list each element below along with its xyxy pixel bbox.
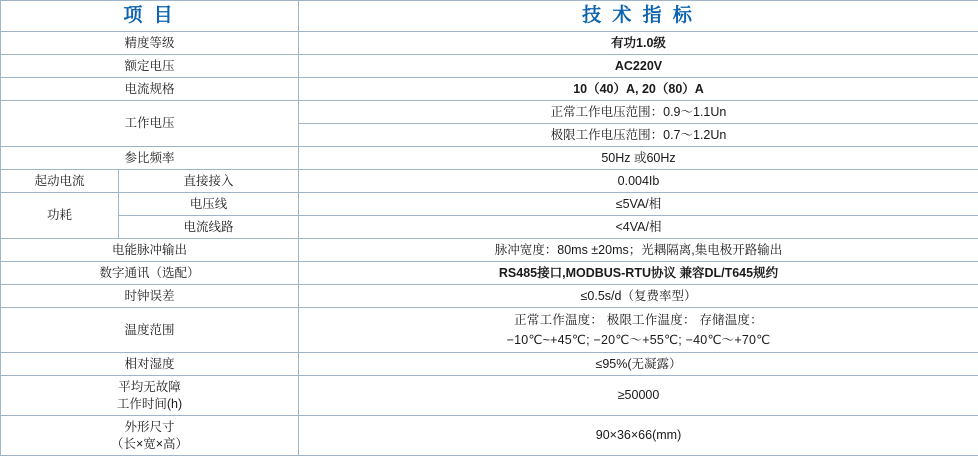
- table-row: [1, 101, 978, 124]
- row-label-line-1: 平均无故障: [118, 380, 181, 394]
- row-sublabel: 电压线: [119, 193, 299, 216]
- row-value: ≤5VA/相: [299, 193, 978, 216]
- row-value: 50Hz 或60Hz: [299, 147, 978, 170]
- row-value: 90×36×66(mm): [299, 416, 978, 456]
- table-row: [1, 216, 978, 239]
- table-row: [1, 55, 978, 78]
- row-label: 数字通讯（选配）: [1, 262, 299, 285]
- row-label: 功耗: [1, 193, 119, 239]
- row-sublabel: 电流线路: [119, 216, 299, 239]
- row-label: 温度范围: [1, 308, 299, 353]
- row-label-line-1: 外形尺寸: [124, 420, 174, 434]
- table-row: [1, 32, 978, 55]
- table-row: [1, 147, 978, 170]
- table-row: [1, 239, 978, 262]
- header-col-spec: 技 术 指 标: [299, 1, 978, 32]
- row-value: 有功1.0级: [299, 32, 978, 55]
- row-label: 精度等级: [1, 32, 299, 55]
- row-label: 参比频率: [1, 147, 299, 170]
- table-row: [1, 308, 978, 353]
- row-value: AC220V: [299, 55, 978, 78]
- row-value: <4VA/相: [299, 216, 978, 239]
- row-value: RS485接口,MODBUS-RTU协议 兼容DL/T645规约: [299, 262, 978, 285]
- table-header-row: [1, 1, 978, 32]
- row-value-temperature: [299, 308, 978, 353]
- row-sublabel: 直接接入: [119, 170, 299, 193]
- row-label: 相对湿度: [1, 353, 299, 376]
- row-label-multiline: [1, 416, 299, 456]
- row-value-normal-voltage: 正常工作电压范围：0.9～1.1Un: [299, 101, 978, 124]
- row-label-multiline: [1, 376, 299, 416]
- table-row: [1, 416, 978, 456]
- row-value: 脉冲宽度：80ms ±20ms；光耦隔离,集电极开路输出: [299, 239, 978, 262]
- row-label: 时钟误差: [1, 285, 299, 308]
- row-value: 10（40）A, 20（80）A: [299, 78, 978, 101]
- row-value: ≤95%(无凝露）: [299, 353, 978, 376]
- table-row: [1, 78, 978, 101]
- row-value-limit-voltage: 极限工作电压范围：0.7～1.2Un: [299, 124, 978, 147]
- table-row: [1, 262, 978, 285]
- row-label: 起动电流: [1, 170, 119, 193]
- row-label-line-2: （长×宽×高）: [111, 437, 188, 451]
- temperature-line-2: −10℃~+45℃; −20℃～+55℃; −40℃～+70℃: [507, 333, 771, 347]
- table-row: [1, 353, 978, 376]
- row-value: 0.004Ib: [299, 170, 978, 193]
- header-col-item: 项 目: [1, 1, 299, 32]
- row-label: 电流规格: [1, 78, 299, 101]
- table-row: [1, 285, 978, 308]
- row-value: ≤0.5s/d（复费率型）: [299, 285, 978, 308]
- row-label: 工作电压: [1, 101, 299, 147]
- table-row: [1, 193, 978, 216]
- row-label: 电能脉冲输出: [1, 239, 299, 262]
- table-row: [1, 376, 978, 416]
- temperature-line-1: 正常工作温度： 极限工作温度： 存储温度：: [514, 313, 763, 327]
- row-label: 额定电压: [1, 55, 299, 78]
- table-row: [1, 170, 978, 193]
- row-value: ≥50000: [299, 376, 978, 416]
- row-label-line-2: 工作时间(h): [117, 397, 182, 411]
